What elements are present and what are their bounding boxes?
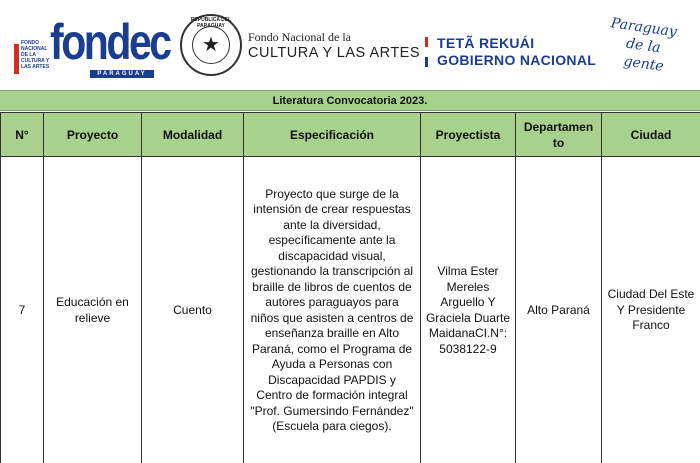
- seal-star-icon: ★: [202, 34, 220, 56]
- header-proyecto: Proyecto: [44, 113, 142, 157]
- table-header-row: [1, 113, 700, 157]
- header-departamento: Departamen to: [516, 113, 602, 157]
- cell-ciudad: Ciudad Del Este Y Presidente Franco: [602, 157, 700, 463]
- paraguay-de-la-gente-logo: [605, 14, 698, 79]
- cell-proyectista: Vilma Ester Mereles Arguello Y Graciela Duarte MaidanaCI.N°: 5038122-9: [421, 157, 516, 463]
- gobierno-logo-text: [437, 35, 596, 69]
- fondec-logo-subtitle: FONDO NACIONAL DE LA CULTURA Y LAS ARTES: [21, 40, 50, 70]
- gobierno-line-2: GOBIERNO NACIONAL: [437, 52, 597, 68]
- cell-departamento: Alto Paraná: [516, 157, 602, 463]
- script-line-2: de la gente: [622, 35, 665, 75]
- seal-inner-ring: [192, 26, 230, 64]
- seal-ring-text: REPÚBLICA DEL PARAGUAY: [190, 17, 232, 29]
- cell-proyecto: Educación en relieve: [44, 157, 142, 463]
- header-proyectista: Proyectista: [421, 113, 516, 157]
- fnca-logo-text: [248, 30, 420, 62]
- flag-stripe-icon: [425, 37, 428, 67]
- script-line-1: Paraguay: [609, 15, 678, 41]
- header-n: N°: [1, 113, 44, 157]
- fondec-logo-wordmark: fondec: [50, 14, 170, 70]
- gobierno-line-1: TETÃ REKUÁI: [437, 35, 535, 51]
- header-modalidad: Modalidad: [142, 113, 244, 157]
- fnca-line-2: CULTURA Y LAS ARTES: [248, 45, 421, 61]
- fnca-line-1: Fondo Nacional de la: [248, 30, 351, 44]
- cell-n: 7: [1, 157, 44, 463]
- fondec-logo: [14, 14, 170, 80]
- fondec-logo-country: PARAGUAY: [90, 70, 154, 78]
- cell-modalidad: Cuento: [142, 157, 244, 463]
- cell-especificacion: Proyecto que surge de la intensión de crear respuestas ante la diversidad, específicamente ante la discapacidad visual, gestionando la transcripción al braille de libros de cuentos de autores paraguayos para niños que asisten a centros de enseñanza braille en Alto Paraná, como el Programa de Ayuda a Personas con Discapacidad PAPDIS y Centro de formación integral "Prof. Gumersindo Fernández" (Escuela para ciegos).: [244, 157, 421, 463]
- header-especificacion: Especificación: [244, 113, 421, 157]
- header-ciudad: Ciudad: [602, 113, 700, 157]
- projects-table: [0, 112, 700, 463]
- page-header: [0, 0, 700, 88]
- table-title: Literatura Convocatoria 2023.: [0, 90, 700, 111]
- national-seal-icon: [180, 14, 242, 76]
- fondec-logo-stripe: [14, 44, 19, 74]
- table-row: [1, 157, 700, 463]
